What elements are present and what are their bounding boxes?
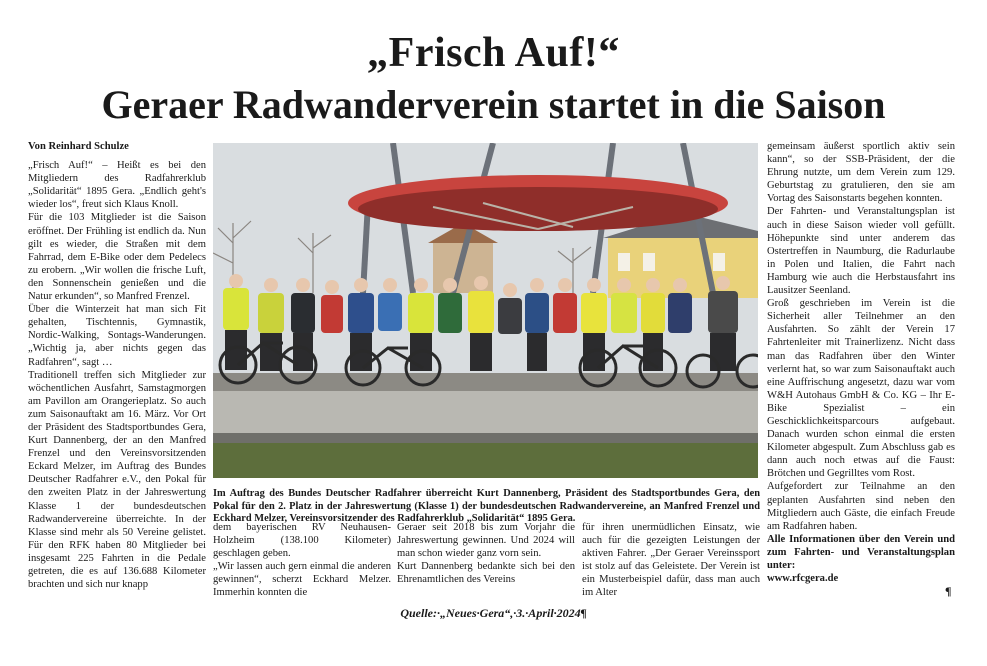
source-line: Quelle:·„Neues·Gera“,·3.·April·2024¶ bbox=[400, 606, 587, 620]
paragraph: gemeinsam äußerst sportlich aktiv sein kann“, so der SSB-Präsident, der die Ehrung nutzte, um dem Verein zum 129. Geburtstag zu gratulieren, den sie am Vortag des Saisonstarts begehen konnten. bbox=[767, 141, 955, 205]
paragraph: dem bayerischen RV Neuhausen-Holzheim (138.100 Kilometer) geschlagen geben. bbox=[213, 522, 391, 560]
paragraph: Aufgefordert zur Teilnahme an den geplanten Ausfahrten sind neben den Mitgliedern auch Gäste, die einfach Freude am Radfahren haben. bbox=[767, 481, 955, 532]
paragraph: für ihren unermüdlichen Einsatz, wie auch für die gezeigten Leistungen der aktiven Fahrer. „Der Geraer Vereinssport ist stolz auf das Geleistete. Der Verein ist ein Musterbeispiel dafür, dass man auch im Alter bbox=[582, 522, 760, 599]
paragraph: Für die 103 Mitglieder ist die Saison eröffnet. Der Frühling ist endlich da. Nun gilt es wieder, die Straßen mit dem Fahrrad, dem E-Bike oder dem Pedelecs zu erobern. „Wir wollen die frische Luft, den Sonnenschein genießen und die Natur erkunden“, so Manfred Frenzel. bbox=[28, 212, 206, 303]
byline: Von Reinhard Schulze bbox=[28, 141, 129, 152]
article-column-2 bbox=[213, 521, 391, 600]
article-column-3 bbox=[397, 521, 575, 586]
info-text: Alle Informationen über den Verein und zum Fahrten- und Veranstaltungsplan unter: bbox=[767, 533, 955, 571]
article-column-5 bbox=[767, 140, 955, 585]
paragraph: Groß geschrieben im Verein ist die Sicherheit aller Teilnehmer an den Ausfahrten. So zählt der Verein 17 Fahrtenleiter mit Trainerlizenz. Nicht dass man das Radfahren über den Winter verlernt hat, so war zum Saisonauftakt auch eine Auffrischung angesetzt, dazu war vom W&H Autohaus GmbH & Co. KG – Ihr E-Bike Spezialist – ein Geschicklichkeitsparcours aufgebaut. Danach wurden schon einmal die ersten Kilometer abgespult. Zum Abschluss gab es dann auch noch etwas auf die Faust: Brötchen und Gegrilltes vom Rost. bbox=[767, 298, 955, 480]
group-photo bbox=[213, 143, 758, 478]
paragraph: Der Fahrten- und Veranstaltungsplan ist auch in diese Saison wieder voll gefüllt. Höhepunkte sind unter anderem das Ostertreffen in Naumburg, die Radurlaube in Polen und Italien, die Fahrt nach Hamburg wie auch die Herbstausfahrt ins Lausitzer Seenland. bbox=[767, 206, 955, 297]
paragraph: Über die Winterzeit hat man sich Fit gehalten, Tischtennis, Gymnastik, Nordic-Walking, Sontags-Wanderungen. „Wichtig ja, aber nichts gegen das Radfahren“, sagt … bbox=[28, 304, 206, 368]
paragraph: Geraer seit 2018 bis zum Vorjahr die Jahreswertung gewinnen. Und 2024 will man schon wieder ganz vorn sein. bbox=[397, 522, 575, 560]
article-column-1 bbox=[28, 140, 206, 591]
paragraph: Kurt Dannenberg bedankte sich bei den Ehrenamtlichen des Vereins bbox=[397, 561, 575, 586]
headline-line1: „Frisch Auf!“ bbox=[367, 30, 620, 76]
article-column-4 bbox=[582, 521, 760, 600]
pilcrow-mark: ¶ bbox=[945, 584, 952, 598]
paragraph: Traditionell treffen sich Mitglieder zur wöchentlichen Ausfahrt, Samstagmorgen am Pavillon am Orangerieplatz. So auch zum Saisonauftakt am 16. März. Vor Ort der Präsident des Stadtsportbundes Gera, Kurt Dannenberg, der an den Manfred Frenzel und den Vereinsvorsitzenden Eckard Melzer, im Auftrag des Bundes Deutscher Radfahrer e.V., den Pokal für den zweiten Platz in der Jahreswertung Klasse 1 der bundesdeutschen Radwandervereine überreichte. In der Klasse sind mehr als 50 Vereine gelistet. Für den RFK haben 80 Mitglieder bei insgesamt 225 Fahrten in die Pedale getreten, die es auf 136.688 Kilometer brachten und sich nur knapp bbox=[28, 369, 206, 591]
website-link[interactable]: www.rfcgera.de bbox=[767, 573, 839, 585]
group-photo-illustration bbox=[213, 143, 758, 478]
headline-line2: Geraer Radwanderverein startet in die Saison bbox=[101, 82, 886, 127]
paragraph: „Wir lassen auch gern einmal die anderen gewinnen“, scherzt Eckhard Melzer. Immerhin konnten die bbox=[213, 561, 391, 599]
photo-caption: Im Auftrag des Bundes Deutscher Radfahrer überreicht Kurt Dannenberg, Präsident des Stadtsportbundes Gera, den Pokal für den 2. Platz in der Jahreswertung (Klasse 1) der bundesdeutschen Radwandervereine, an Manfred Frenzel und Eckhard Melzer, Vereinsvorsitzender des Radfahrerklub „Solidarität“ 1895 Gera. bbox=[213, 488, 760, 525]
paragraph: „Frisch Auf!“ – Heißt es bei den Mitgliedern des Radfahrerklub „Solidarität“ 1895 Gera. „Endlich geht's wieder los“, freut sich Klaus Knoll. bbox=[28, 160, 206, 211]
